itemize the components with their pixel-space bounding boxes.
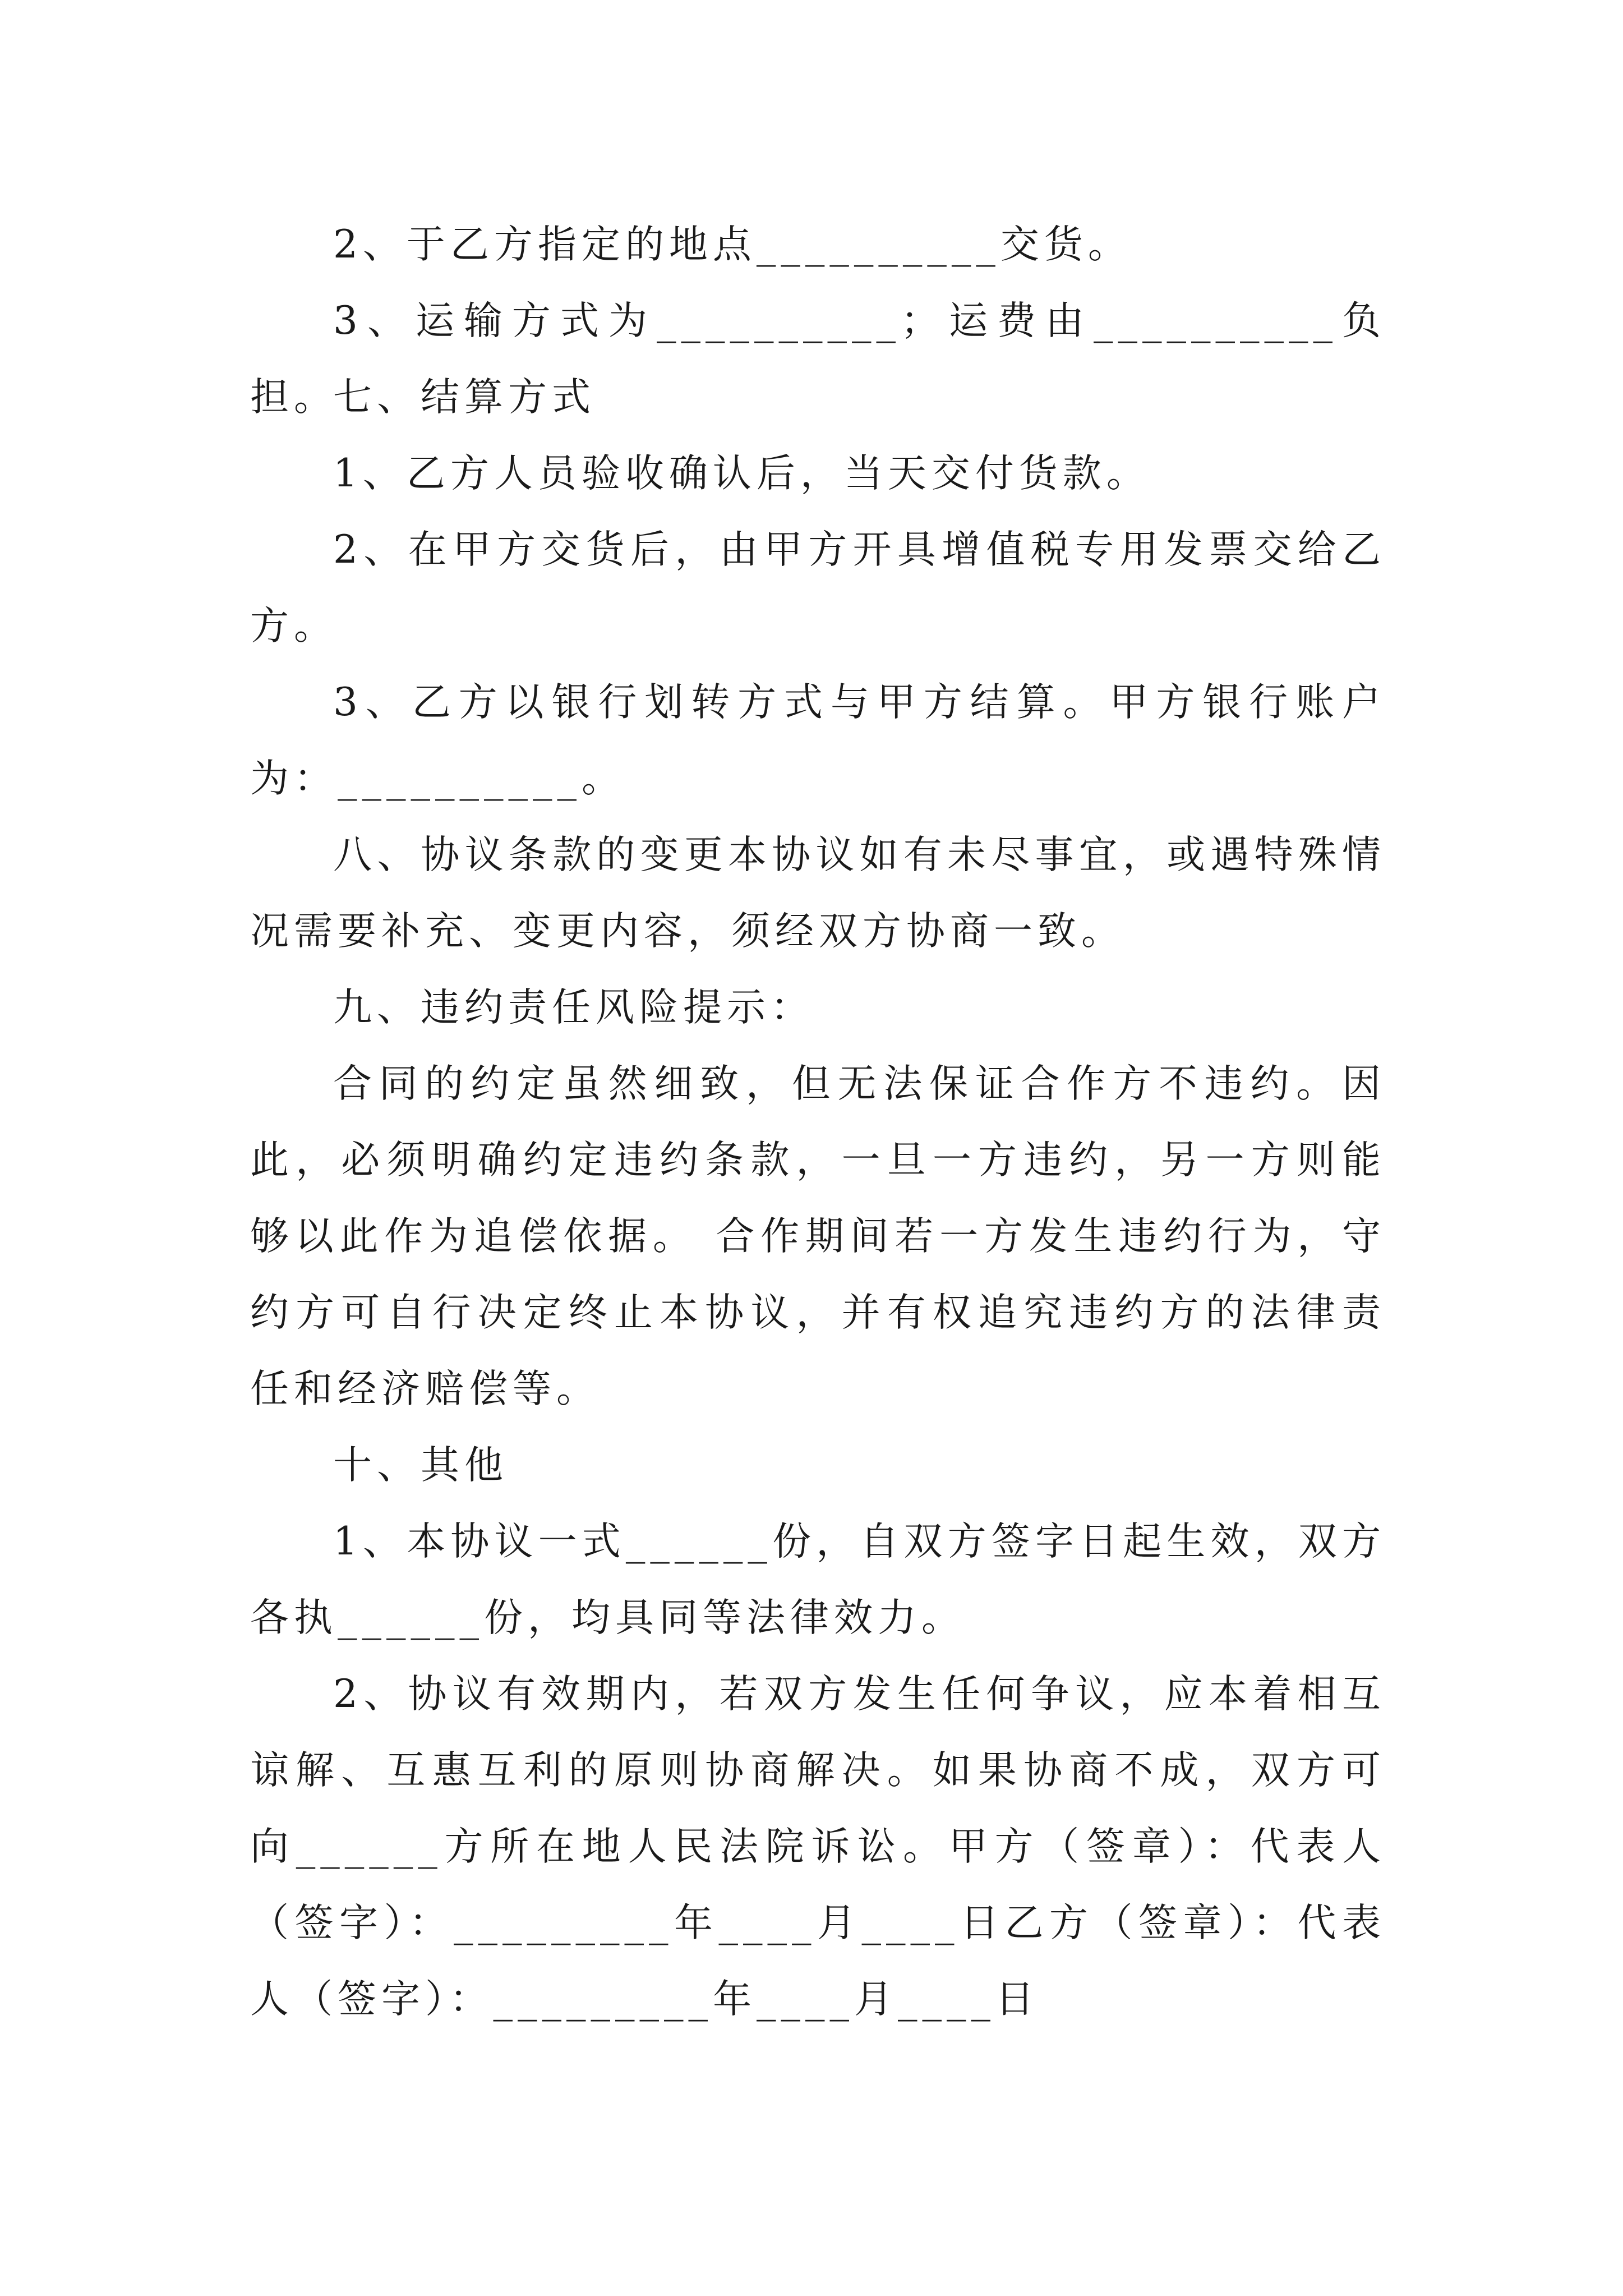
paragraph-settlement-2: 2、在甲方交货后，由甲方开具增值税专用发票交给乙方。	[250, 527, 1386, 648]
paragraph-transport-method: 3、运输方式为__________；运费由__________负担。	[250, 298, 1386, 420]
paragraph-delivery-location: 2、于乙方指定的地点__________交货。	[333, 222, 1132, 267]
section-heading-other: 十、其他	[333, 1443, 508, 1488]
paragraph-amendment: 八、协议条款的变更本协议如有未尽事宜，或遇特殊情况需要补充、变更内容，须经双方协商一致。	[250, 832, 1386, 954]
section-heading-breach: 九、违约责任风险提示：	[333, 985, 814, 1030]
paragraph-settlement-3: 3、乙方以银行划转方式与甲方结算。甲方银行账户为：__________。	[250, 680, 1386, 801]
paragraph-dispute-signature: 2、协议有效期内，若双方发生任何争议，应本着相互谅解、互惠互利的原则协商解决。如果协商不成，双方可向______方所在地人民法院诉讼。甲方（签章）：代表人（签字）：_________年____月____日乙方（签章）：代表人（签字）：_________年____月____日	[250, 1672, 1386, 2022]
paragraph-settlement-1: 1、乙方人员验收确认后，当天交付货款。	[333, 451, 1150, 496]
section-heading-settlement: 七、结算方式	[333, 375, 596, 420]
paragraph-copies: 1、本协议一式______份，自双方签字日起生效，双方各执______份，均具同等法律效力。	[250, 1519, 1386, 1640]
paragraph-breach: 合同的约定虽然细致，但无法保证合作方不违约。因此，必须明确约定违约条款，一旦一方违约，另一方则能够以此作为追偿依据。 合作期间若一方发生违约行为，守约方可自行决定终止本协议，并有权追究违约方的法律责任和经济赔偿等。	[250, 1061, 1386, 1411]
